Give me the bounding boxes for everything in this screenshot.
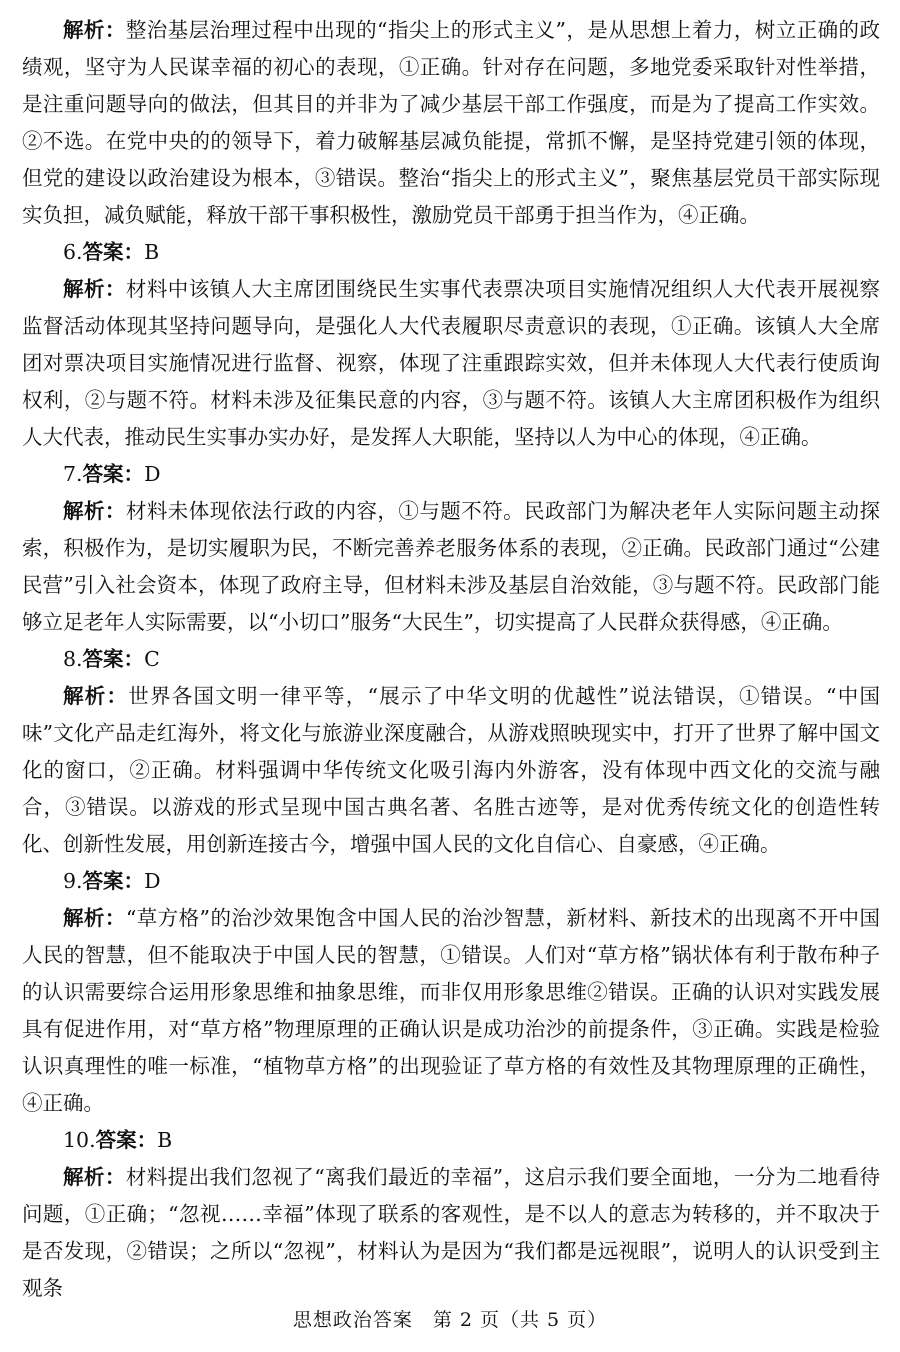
analysis-text: 材料中该镇人大主席团围绕民生实事代表票决项目实施情况组织人大代表开展视察监督活动体现其坚持问题导向，是强化人大代表履职尽责意识的表现，①正确。该镇人大全席团对票决项目实施情况进行监督、视察，体现了注重跟踪实效，但并未体现人大代表行使质询权利，②与题不符。材料未涉及征集民意的内容，③与题不符。该镇人大主席团积极作为组织人大代表，推动民生实事办实办好，是发挥人大职能，坚持以人为中心的体现，④正确。 [22, 277, 881, 449]
analysis-label: 解析： [63, 18, 126, 42]
answer-label: 答案： [82, 462, 145, 486]
answer-q7 [22, 456, 880, 493]
analysis-label: 解析： [63, 684, 129, 708]
analysis-label: 解析： [63, 499, 126, 523]
analysis-q5 [22, 12, 880, 234]
analysis-label: 解析： [63, 277, 126, 301]
analysis-text: 材料提出我们忽视了“离我们最近的幸福”，这启示我们要全面地，一分为二地看待问题，①正确；“忽视……幸福”体现了联系的客观性，是不以人的意志为转移的，并不取决于是否发现，②错误；之所以“忽视”，材料认为是因为“我们都是远视眼”，说明人的认识受到主观条 [22, 1165, 880, 1300]
answer-label: 答案： [82, 240, 145, 264]
analysis-q10 [22, 1159, 880, 1307]
question-number: 7. [63, 462, 83, 486]
answer-label: 答案： [82, 647, 145, 671]
analysis-q6 [22, 271, 880, 456]
answer-q10 [22, 1122, 880, 1159]
analysis-text: 材料未体现依法行政的内容，①与题不符。民政部门为解决老年人实际问题主动探索，积极作为，是切实履职为民，不断完善养老服务体系的表现，②正确。民政部门通过“公建民营”引入社会资本，体现了政府主导，但材料未涉及基层自治效能，③与题不符。民政部门能够立足老年人实际需要，以“小切口”服务“大民生”，切实提高了人民群众获得感，④正确。 [22, 499, 881, 634]
question-number: 10. [63, 1128, 96, 1152]
analysis-q9 [22, 900, 880, 1122]
answer-label: 答案： [95, 1128, 158, 1152]
answer-q9 [22, 863, 880, 900]
analysis-text: “草方格”的治沙效果饱含中国人民的治沙智慧，新材料、新技术的出现离不开中国人民的智慧，但不能取决于中国人民的智慧，①错误。人们对“草方格”锅状体有利于散布种子的认识需要综合运用形象思维和抽象思维，而非仅用形象思维②错误。正确的认识对实践发展具有促进作用，对“草方格”物理原理的正确认识是成功治沙的前提条件，③正确。实践是检验认识真理性的唯一标准，“植物草方格”的出现验证了草方格的有效性及其物理原理的正确性，④正确。 [22, 906, 880, 1115]
answer-value: D [144, 869, 161, 893]
question-number: 8. [63, 647, 83, 671]
analysis-text: 世界各国文明一律平等，“展示了中华文明的优越性”说法错误，①错误。“中国味”文化产品走红海外，将文化与旅游业深度融合，从游戏照映现实中，打开了世界了解中国文化的窗口，②正确。材料强调中华传统文化吸引海内外游客，没有体现中西文化的交流与融合，③错误。以游戏的形式呈现中国古典名著、名胜古迹等，是对优秀传统文化的创造性转化、创新性发展，用创新连接古今，增强中国人民的文化自信心、自豪感，④正确。 [22, 684, 880, 856]
answer-value: C [144, 647, 160, 671]
analysis-text: 整治基层治理过程中出现的“指尖上的形式主义”，是从思想上着力，树立正确的政绩观，坚守为人民谋幸福的初心的表现，①正确。针对存在问题，多地党委采取针对性举措，是注重问题导向的做法，但其目的并非为了减少基层干部工作强度，而是为了提高工作实效。②不选。在党中央的的领导下，着力破解基层减负能提，常抓不懈，是坚持党建引领的体现，但党的建设以政治建设为根本，③错误。整治“指尖上的形式主义”，聚焦基层党员干部实际现实负担，减负赋能，释放干部干事积极性，激励党员干部勇于担当作为，④正确。 [22, 18, 880, 227]
answer-q6 [22, 234, 880, 271]
analysis-q8 [22, 678, 880, 863]
answer-label: 答案： [82, 869, 145, 893]
question-number: 9. [63, 869, 83, 893]
answer-value: B [157, 1128, 173, 1152]
analysis-q7 [22, 493, 880, 641]
analysis-label: 解析： [63, 906, 126, 930]
analysis-label: 解析： [63, 1165, 126, 1189]
answer-q8 [22, 641, 880, 678]
question-number: 6. [63, 240, 83, 264]
answer-value: D [144, 462, 161, 486]
page-footer: 思想政治答案 第 2 页（共 5 页） [292, 1309, 608, 1331]
answer-value: B [144, 240, 160, 264]
page-content [22, 12, 880, 1307]
